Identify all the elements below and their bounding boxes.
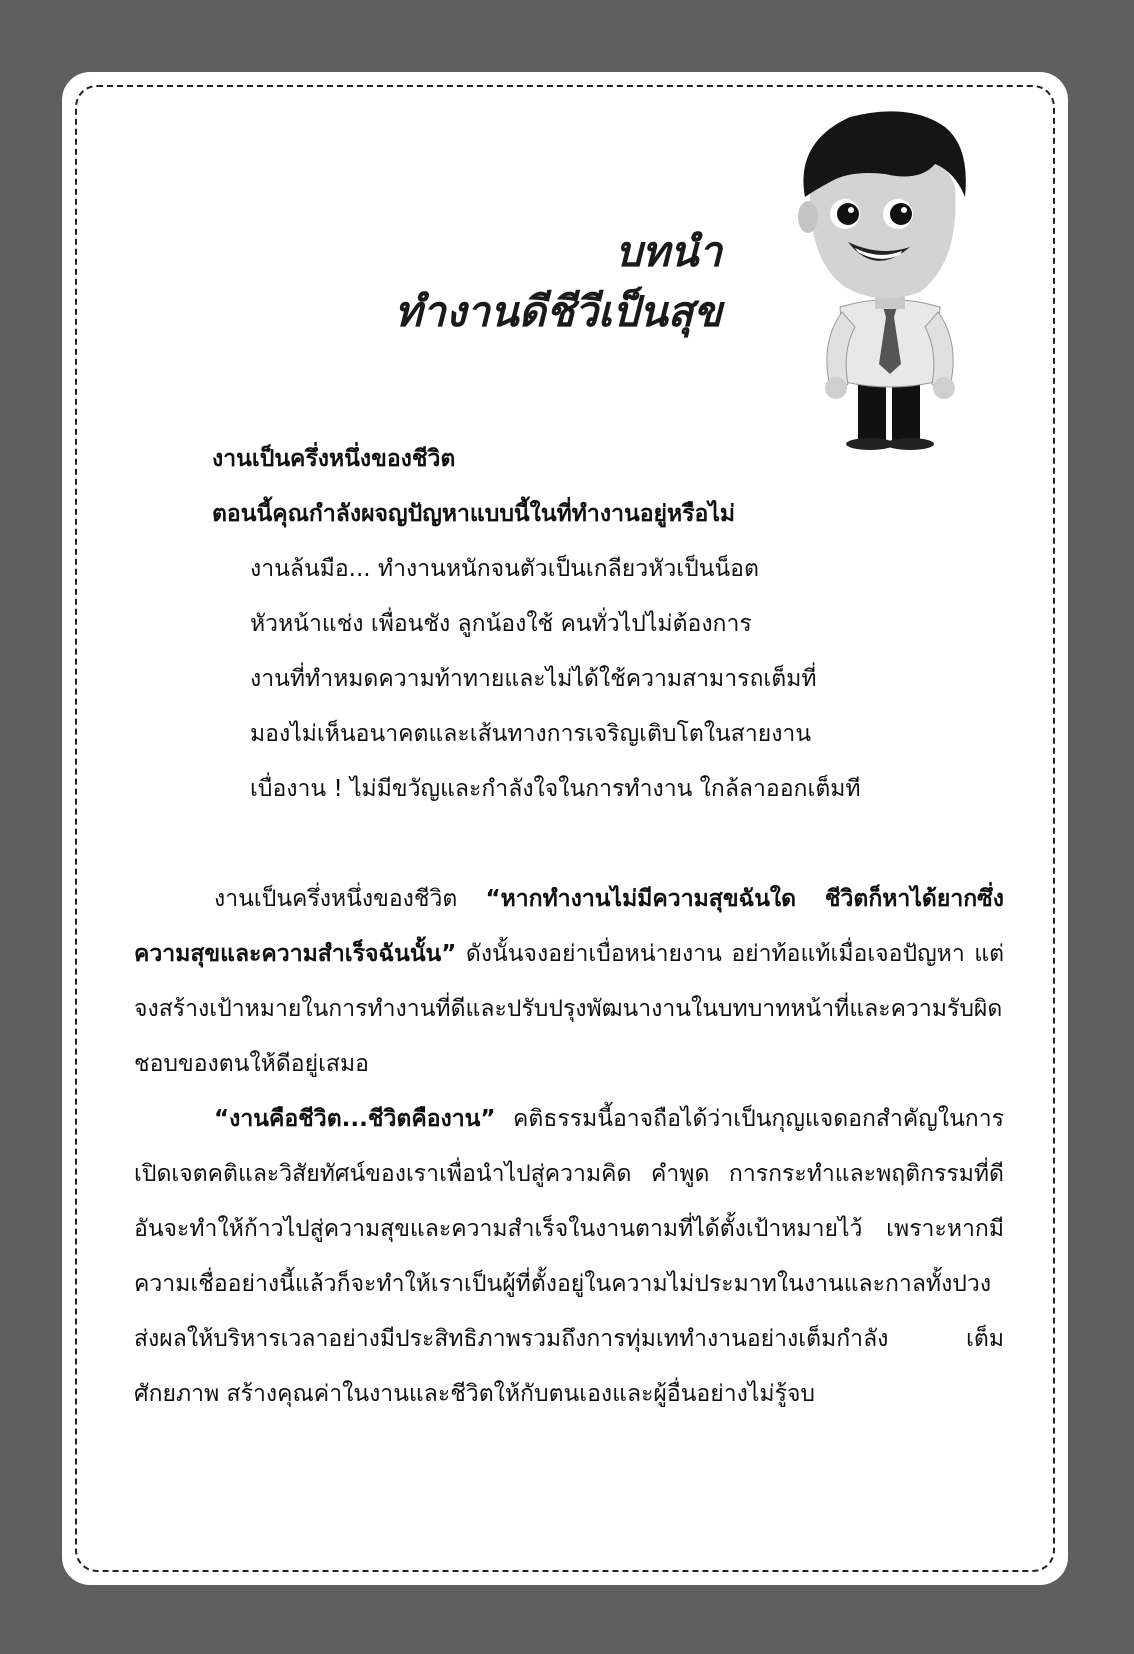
- intro-line: เบื่องาน ! ไม่มีขวัญและกำลังใจในการทำงาน ใกล้ลาออกเต็มที: [250, 776, 861, 802]
- intro-line: มองไม่เห็นอนาคตและเส้นทางการเจริญเติบโตในสายงาน: [250, 721, 812, 747]
- intro-line: งานที่ทำหมดความท้าทายและไม่ได้ใช้ความสามารถเต็มที่: [250, 666, 817, 692]
- intro-section: [212, 432, 992, 817]
- intro-heading-2: ตอนนี้คุณกำลังผจญปัญหาแบบนี้ในที่ทำงานอยู่หรือไม่: [212, 501, 736, 527]
- intro-line: งานล้นมือ... ทำงานหนักจนตัวเป็นเกลียวหัวเป็นน็อต: [250, 556, 759, 582]
- businessman-cartoon-icon: [770, 102, 1010, 452]
- p2-quote: “งานคือชีวิต...ชีวิตคืองาน”: [214, 1106, 496, 1132]
- p2-rest: คติธรรมนี้อาจถือได้ว่าเป็นกุญแจดอกสำคัญในการเปิดเจตคติและวิสัยทัศน์ของเราเพื่อนำไปสู่ความคิด คำพูด การกระทำและพฤติกรรมที่ดีอันจะทำให้ก้าวไปสู่ความสุขและความสำเร็จในงานตามที่ได้ตั้งเป้าหมายไว้ เพราะหากมีความเชื่ออย่างนี้แล้วก็จะทำให้เราเป็นผู้ที่ตั้งอยู่ในความไม่ประมาทในงานและกาลทั้งปวง ส่งผลให้บริหารเวลาอย่างมีประสิทธิภาพรวมถึงการทุ่มเททำงานอย่างเต็มกำลัง เต็มศักยภาพ สร้างคุณค่าในงานและชีวิตให้กับตนเองและผู้อื่นอย่างไม่รู้จบ: [134, 1106, 1004, 1407]
- paragraph-1: [134, 872, 1004, 1092]
- intro-heading-1: งานเป็นครึ่งหนึ่งของชีวิต: [212, 446, 456, 472]
- title-line-1: บทนำ: [615, 227, 722, 276]
- paragraph-2: [134, 1092, 1004, 1422]
- body-text: [134, 872, 1004, 1422]
- intro-line: หัวหน้าแช่ง เพื่อนชัง ลูกน้องใช้ คนทั่วไปไม่ต้องการ: [250, 611, 752, 637]
- p1-lead: งานเป็นครึ่งหนึ่งของชีวิต: [214, 886, 486, 912]
- p1-rest: ดังนั้นจงอย่าเบื่อหน่ายงาน อย่าท้อแท้เมื่อเจอปัญหา แต่จงสร้างเป้าหมายในการทำงานที่ดีและปรับปรุงพัฒนางานในบทบาทหน้าที่และความรับผิดชอบของตนให้ดีอยู่เสมอ: [134, 941, 1004, 1077]
- chapter-title: [394, 222, 722, 342]
- title-line-2: ทำงานดีชีวีเป็นสุข: [394, 287, 722, 336]
- page-card: [62, 72, 1068, 1585]
- p1-quote: “หากทำงานไม่มีความสุขฉันใด ชีวิตก็หาได้ยากซึ่งความสุขและความสำเร็จฉันนั้น”: [134, 886, 1004, 967]
